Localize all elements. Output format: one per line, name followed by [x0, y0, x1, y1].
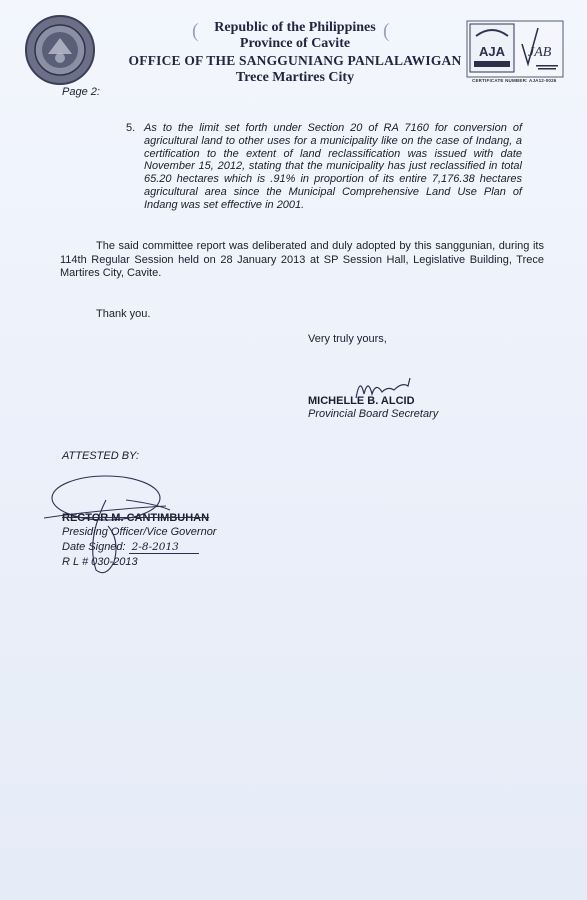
- certificate-number: CERTIFICATE NUMBER: AJA12-0026: [472, 78, 557, 83]
- header-republic: Republic of the Philippines: [214, 20, 376, 35]
- date-signed: [62, 541, 199, 554]
- numbered-item: [126, 122, 522, 212]
- attested-label: ATTESTED BY:: [62, 450, 140, 462]
- signatory-name: MICHELLE B. ALCID: [308, 395, 415, 407]
- date-signed-label: Date Signed:: [62, 541, 126, 553]
- decorative-bracket-left: (: [192, 20, 199, 42]
- item-number: 5.: [126, 122, 136, 134]
- seal-icon: [24, 14, 96, 86]
- header-city: Trece Martires City: [235, 70, 355, 85]
- reference-number: R L # 030-2013: [62, 556, 138, 568]
- attesting-officer-title: Presiding Officer/Vice Governor: [62, 526, 217, 538]
- date-signed-value: 2-8-2013: [129, 541, 199, 554]
- jab-logo-text: JAB: [528, 45, 552, 60]
- certification-logos: [466, 20, 564, 78]
- body-paragraph: The said committee report was deliberated and duly adopted by this sanggunian, during its 114th Regular Session held on 28 January 2013 at SP Session Hall, Legislative Building, Trece Martires City, Cavite.: [60, 240, 544, 279]
- attesting-officer-name: RECTOR M. CANTIMBUHAN: [62, 512, 210, 524]
- decorative-bracket-right: (: [383, 20, 390, 42]
- item-text: As to the limit set forth under Section 20 of RA 7160 for conversion of agricultural land to other uses for a municipality like on the case of Indang, a certification to the extent of land reclassification was issued with date November 15, 2012, stating that the municipality has just reclassified in total 65.20 hectares which is .91% in proportion of its entire 7,176.38 hectares agricultural area since the Municipal Comprehensive Land Use Plan of Indang was set effective in 2001.: [144, 122, 522, 211]
- signatory-title: Provincial Board Secretary: [308, 408, 439, 420]
- aja-logo-text: AJA: [478, 44, 506, 59]
- header-province: Province of Cavite: [239, 36, 351, 51]
- thanks-line: Thank you.: [96, 308, 151, 320]
- letterhead: [110, 20, 480, 86]
- aja-logo-icon: [470, 24, 514, 72]
- page-label: Page 2:: [62, 86, 100, 98]
- header-office: OFFICE OF THE SANGGUNIANG PANLALAWIGAN: [128, 53, 462, 68]
- closing-salutation: Very truly yours,: [308, 333, 387, 345]
